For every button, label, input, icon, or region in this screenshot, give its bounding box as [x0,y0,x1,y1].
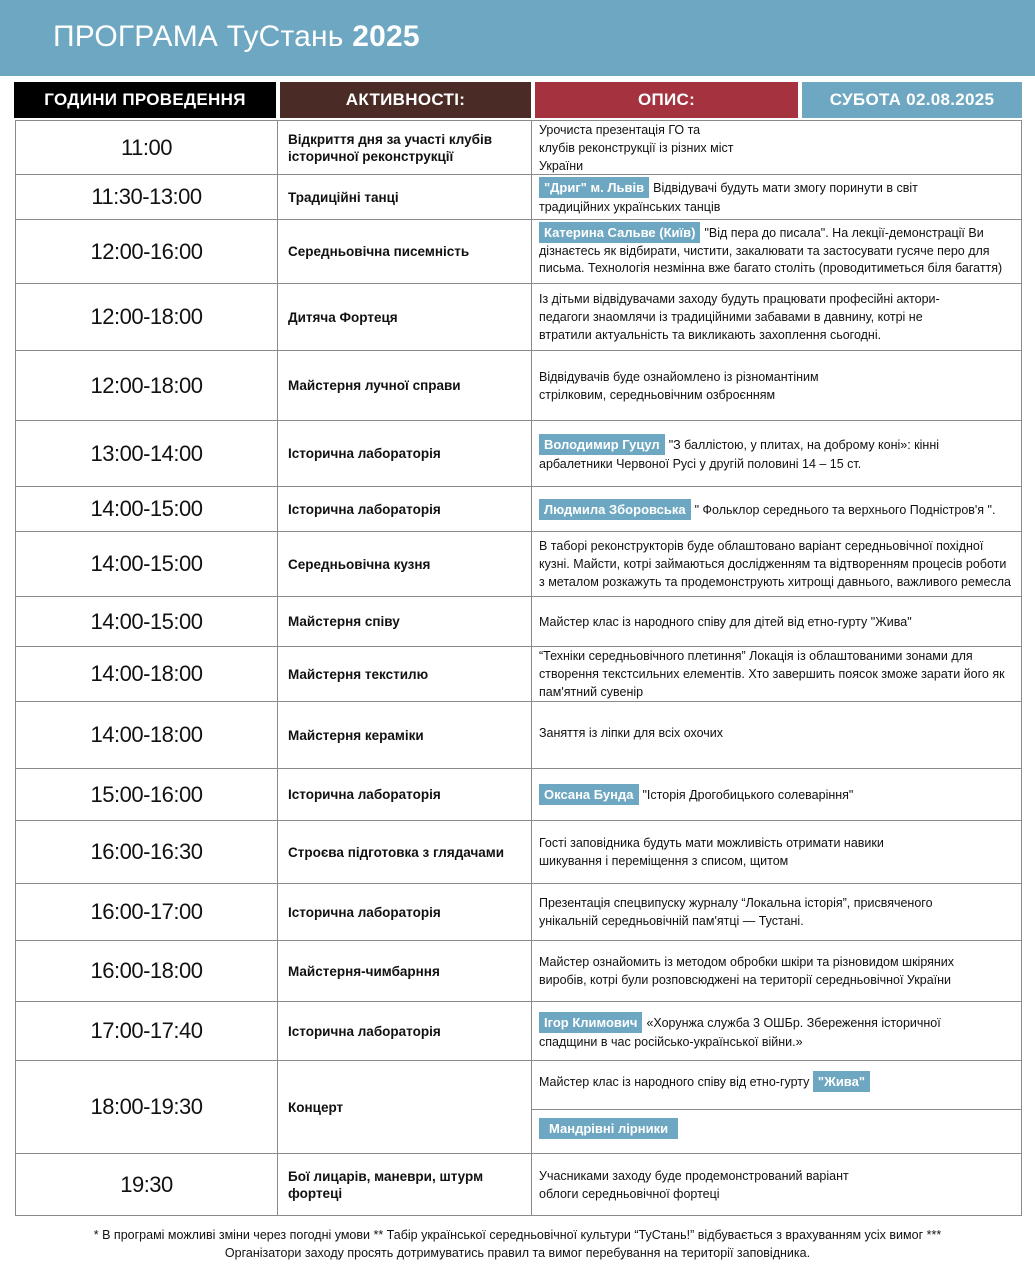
activity-cell: Майстерня кераміки [278,702,532,768]
time-cell: 16:00-17:00 [16,884,278,940]
activity-cell: Майстерня текстилю [278,647,532,701]
schedule-table [15,120,1022,1216]
table-row [16,647,1021,702]
table-row [16,175,1021,220]
description-cell [532,1002,1021,1060]
table-row [16,769,1021,821]
description-text: "З баллістою, у плитах, на доброму коні»: кінні арбалетники Червоної Русі у другій половині 14 – 15 ст. [539,438,940,471]
table-row [16,1002,1021,1061]
time-cell: 11:30-13:00 [16,175,278,219]
time-cell: 19:30 [16,1154,278,1215]
time-cell: 14:00-15:00 [16,597,278,646]
time-cell: 12:00-18:00 [16,284,278,350]
description-cell [532,284,1021,350]
description-text: “Техніки середньовічного плетиння” Локація із облаштованими зонами для створення текстсильних елементів. Хто завершить поясок зможе зарати його як пам'ятний сувенір [539,649,1005,699]
activity-cell: Традиційні танці [278,175,532,219]
time-cell: 12:00-18:00 [16,351,278,420]
time-cell: 15:00-16:00 [16,769,278,820]
time-cell: 14:00-15:00 [16,487,278,531]
table-row [16,220,1021,284]
activity-cell: Історична лабораторія [278,884,532,940]
table-row [16,121,1021,175]
description-cell [532,121,1021,174]
table-row [16,487,1021,532]
description-text: Заняття із ліпки для всіх охочих [539,726,724,740]
activity-cell: Історична лабораторія [278,487,532,531]
activity-cell: Історична лабораторія [278,769,532,820]
table-row [16,941,1021,1002]
description-text: Гості заповідника будуть мати можливість отримати навики шикування і переміщення з списом, щитом [539,836,884,868]
header-day: СУБОТА 02.08.2025 [802,82,1022,118]
description-text: " Фольклор середнього та верхнього Подністров'я ". [694,502,996,517]
title-prefix: ПРОГРАМА ТуСтань [53,20,344,53]
description-text: Урочиста презентація ГО та клубів реконструкції із різних міст України [539,122,734,173]
description-cell [532,941,1021,1001]
table-row [16,597,1021,647]
time-cell: 16:00-18:00 [16,941,278,1001]
description-text: В таборі реконструкторів буде облаштовано варіант середньовічної похідної кузні. Майсти, котрі займаються дослідженням та відтворенням процесів роботи з металом розкажуть та продемонструють хитрощі давнього, важливого ремесла [539,539,1011,589]
description-cell [532,421,1021,486]
description-text: Майстер клас із народного співу для дітей від етно-гурту "Жива" [539,614,912,629]
time-cell: 18:00-19:30 [16,1061,278,1153]
description-text: Презентація спецвипуску журналу “Локальна історія”, присвяченого унікальній середньовічній пам'ятці — Тустані. [539,896,933,928]
activity-cell: Майстерня співу [278,597,532,646]
time-cell: 17:00-17:40 [16,1002,278,1060]
table-row [16,884,1021,941]
table-row [16,1061,1021,1154]
description-cell [532,769,1021,820]
description-cell [532,702,1021,768]
page-title [53,20,420,54]
header-time: ГОДИНИ ПРОВЕДЕННЯ [14,82,276,118]
activity-cell: Історична лабораторія [278,421,532,486]
activity-cell: Концерт [278,1061,532,1153]
description-text: "Історія Дрогобицького солеваріння" [642,788,854,802]
activity-cell: Бої лицарів, маневри, штурм фортеці [278,1154,532,1215]
description-cell [532,647,1021,701]
description-text: Учасниками заходу буде продемонстрований варіант облоги середньовічної фортеці [539,1168,849,1201]
footer-line-1: * В програмі можливі зміни через погодні умови ** Табір української середньовічної культури “ТуСтань!” відбувається з врахуванням усіх вимог *** [93,1228,942,1242]
time-cell: 14:00-18:00 [16,702,278,768]
presenter-tag: Оксана Бунда [539,784,639,805]
description-cell [532,1154,1021,1215]
presenter-tag: Володимир Гуцул [539,434,665,455]
footer-note [0,1226,1035,1262]
time-cell: 13:00-14:00 [16,421,278,486]
time-cell: 12:00-16:00 [16,220,278,283]
description-text: «Хорунжа служба 3 ОШБр. Збереження історичної спадщини в час російсько-української війни.» [539,1015,941,1049]
time-cell: 14:00-18:00 [16,647,278,701]
table-row [16,1154,1021,1215]
header-activity: АКТИВНОСТІ: [280,82,531,118]
description-text: Майстер ознайомить із методом обробки шкіри та різновидом шкіряних виробів, котрі були розповсюджені на території середньовічної України [539,955,955,987]
footer-line-2: Організатори заходу просять дотримуватись правил та вимог перебування на території заповідника. [224,1246,811,1260]
description-cell [532,597,1021,646]
table-row [16,351,1021,421]
activity-cell: Майстерня лучної справи [278,351,532,420]
description-text: Із дітьми відвідувачами заходу будуть працювати професійні актори-педагоги знаомлячи із традиційними забавами в давнину, котрі не втратили актуальність та викликають захоплення сьогодні. [539,292,940,342]
description-subrow [532,1118,1021,1139]
table-row [16,821,1021,884]
table-row [16,284,1021,351]
time-cell: 16:00-16:30 [16,821,278,883]
activity-cell: Відкриття дня за участі клубів історичної реконструкції [278,121,532,174]
description-cell [532,351,1021,420]
presenter-tag: Людмила Зборовська [539,499,691,520]
banner [0,0,1035,76]
description-cell [532,821,1021,883]
description-cell [532,1061,1021,1153]
presenter-tag: Ігор Климович [539,1012,642,1033]
description-text: Відвідувачів буде ознайомлено із різномантіним стрілковим, середньовічним озброєнням [539,369,819,402]
description-cell [532,487,1021,531]
description-cell [532,175,1021,219]
activity-cell: Строєва підготовка з глядачами [278,821,532,883]
activity-cell: Середньовічна кузня [278,532,532,596]
table-row [16,702,1021,769]
description-text: Майстер клас із народного співу від етно-гурту [539,1075,810,1089]
presenter-tag: "Дриг" м. Львів [539,177,649,198]
table-row [16,421,1021,487]
performer-tag: Мандрівні лірники [539,1118,678,1139]
description-text: "Від пера до писала". На лекції-демонстрації Ви дізнаєтесь як відбирати, чистити, закалювати та застосувати гусяче перо для письма. Технологія незмінна вже багато століть (проводитиметься біля багаття) [539,226,1003,275]
presenter-tag: Катерина Сальве (Київ) [539,222,700,243]
description-cell [532,220,1021,283]
time-cell: 11:00 [16,121,278,174]
table-row [16,532,1021,597]
activity-cell: Дитяча Фортеця [278,284,532,350]
row-divider [532,1109,1021,1110]
activity-cell: Історична лабораторія [278,1002,532,1060]
header-description: ОПИС: [535,82,798,118]
time-cell: 14:00-15:00 [16,532,278,596]
activity-cell: Майстерня-чимбарння [278,941,532,1001]
title-year: 2025 [352,20,420,53]
description-text: Відвідувачі будуть мати змогу поринути в світ традиційних українських танців [539,181,918,214]
band-tag: "Жива" [813,1071,870,1092]
table-header [14,82,1022,118]
activity-cell: Середньовічна писемність [278,220,532,283]
description-subrow [532,1071,1021,1092]
description-cell [532,884,1021,940]
description-cell [532,532,1021,596]
